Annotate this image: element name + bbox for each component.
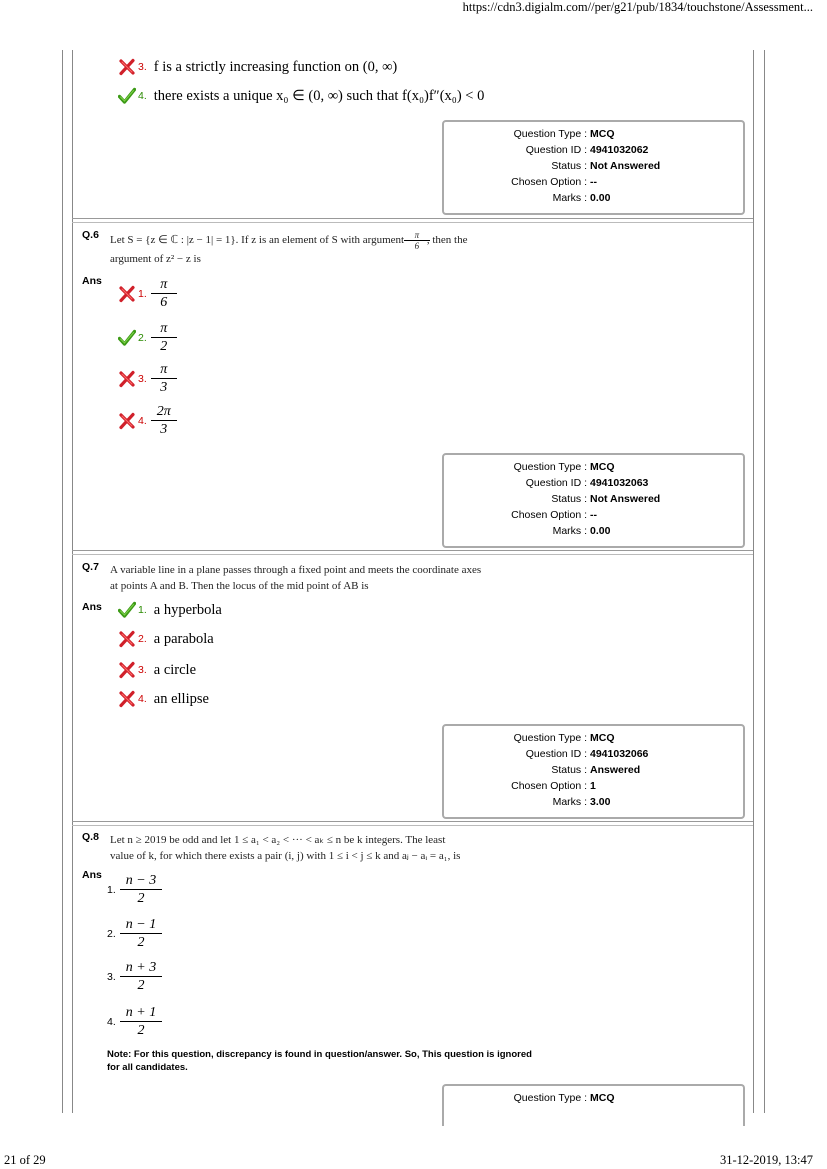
question-type: MCQ [590,1092,615,1104]
question-id: 4941032062 [590,144,649,156]
ans-label: Ans [82,601,102,613]
frame-right-inner [753,50,754,1113]
marks: 0.00 [590,525,611,537]
ans-label: Ans [82,869,102,881]
question-number: Q.8 [82,831,99,843]
cross-icon [118,58,136,76]
q5-option-4 [118,87,484,105]
marks: 0.00 [590,192,611,204]
question-status: Not Answered [590,160,661,172]
check-icon [118,87,136,105]
question-text: Let n ≥ 2019 be odd and let 1 ≤ a₁ < a₂ < ··· < aₖ ≤ n be k integers. The least value of k, for which there exists a pair (i, j) with 1 ≤ i < j ≤ k and aⱼ − aᵢ = a₁, is [110,834,461,862]
cross-icon [118,285,136,303]
q7-info-box: Question Type : MCQ Question ID : 4941032066 Status : Answered Chosen Option : 1 Marks : 3.00 [442,724,745,819]
q6-option-1: 1. $\frac{\pi}{6}$ [118,276,174,311]
option-text: there exists a unique x₀ ∈ (0, ∞) such that f(x₀)f″(x₀) < 0 [153,87,485,104]
question-text: Let S = {z ∈ ℂ : |z − 1| = 1}. If z is an element of S with argument $\frac{\pi}{6}$ , then the argument of z² − z is [110,230,468,265]
frame-left-inner [72,50,73,1113]
chosen-option: -- [590,176,597,188]
frame-left-outer [62,50,63,1113]
cross-icon [118,370,136,388]
q6-info-box: Question Type : MCQ Question ID : 4941032063 Status : Not Answered Chosen Option : -- Marks : 0.00 [442,453,745,548]
question-number: Q.7 [82,561,99,573]
question-status: Answered [590,764,641,776]
q7-option-3: 3. a circle [118,661,196,679]
q7-option-2: 2. a parabola [118,630,214,648]
cross-icon [118,630,136,648]
marks: 3.00 [590,796,611,808]
frame-right-outer [764,50,765,1113]
question-note: Note: For this question, discrepancy is found in question/answer. So, This question is ignored for all candidates. [107,1049,532,1073]
option-number: 4. [138,90,147,102]
option-number: 3. [138,61,147,73]
question-text: A variable line in a plane passes through a fixed point and meets the coordinate axes at points A and B. Then the locus of the mid point of AB is [110,564,482,592]
question-number: Q.6 [82,229,99,241]
q7-option-4: 4. an ellipse [118,690,209,708]
cross-icon [118,661,136,679]
option-text: f is a strictly increasing function on (0, ∞) [153,58,398,75]
question-id: 4941032063 [590,477,649,489]
question-type: MCQ [590,732,615,744]
q8-option-1: 1. $\frac{n - 3}{2}$ [107,872,159,907]
page-url: https://cdn3.digialm.com//per/g21/pub/1834/touchstone/Assessment... [462,0,813,14]
chosen-option: -- [590,509,597,521]
q8-option-4: 4. $\frac{n + 1}{2}$ [107,1004,159,1039]
cross-icon [118,690,136,708]
page-number: 21 of 29 [4,1153,46,1167]
chosen-option: 1 [590,780,596,792]
cross-icon [118,412,136,430]
check-icon [118,601,136,619]
ans-label: Ans [82,275,102,287]
q8-option-3: 3. $\frac{n + 3}{2}$ [107,959,159,994]
question-type: MCQ [590,128,615,140]
q6-option-2: 2. $\frac{\pi}{2}$ [118,320,174,355]
question-id: 4941032066 [590,748,649,760]
q6-option-3: 3. $\frac{\pi}{3}$ [118,361,174,396]
question-status: Not Answered [590,493,661,505]
q8-option-2: 2. $\frac{n - 1}{2}$ [107,916,159,951]
check-icon [118,329,136,347]
q8-info-box: Question Type : MCQ [442,1084,745,1126]
question-type: MCQ [590,461,615,473]
q5-info-box: Question Type : MCQ Question ID : 4941032062 Status : Not Answered Chosen Option : -- Marks : 0.00 [442,120,745,215]
q7-option-1: 1. a hyperbola [118,601,222,619]
q6-option-4: 4. $\frac{2\pi}{3}$ [118,403,174,438]
q5-option-3 [118,58,397,76]
print-datetime: 31-12-2019, 13:47 [719,1153,813,1167]
